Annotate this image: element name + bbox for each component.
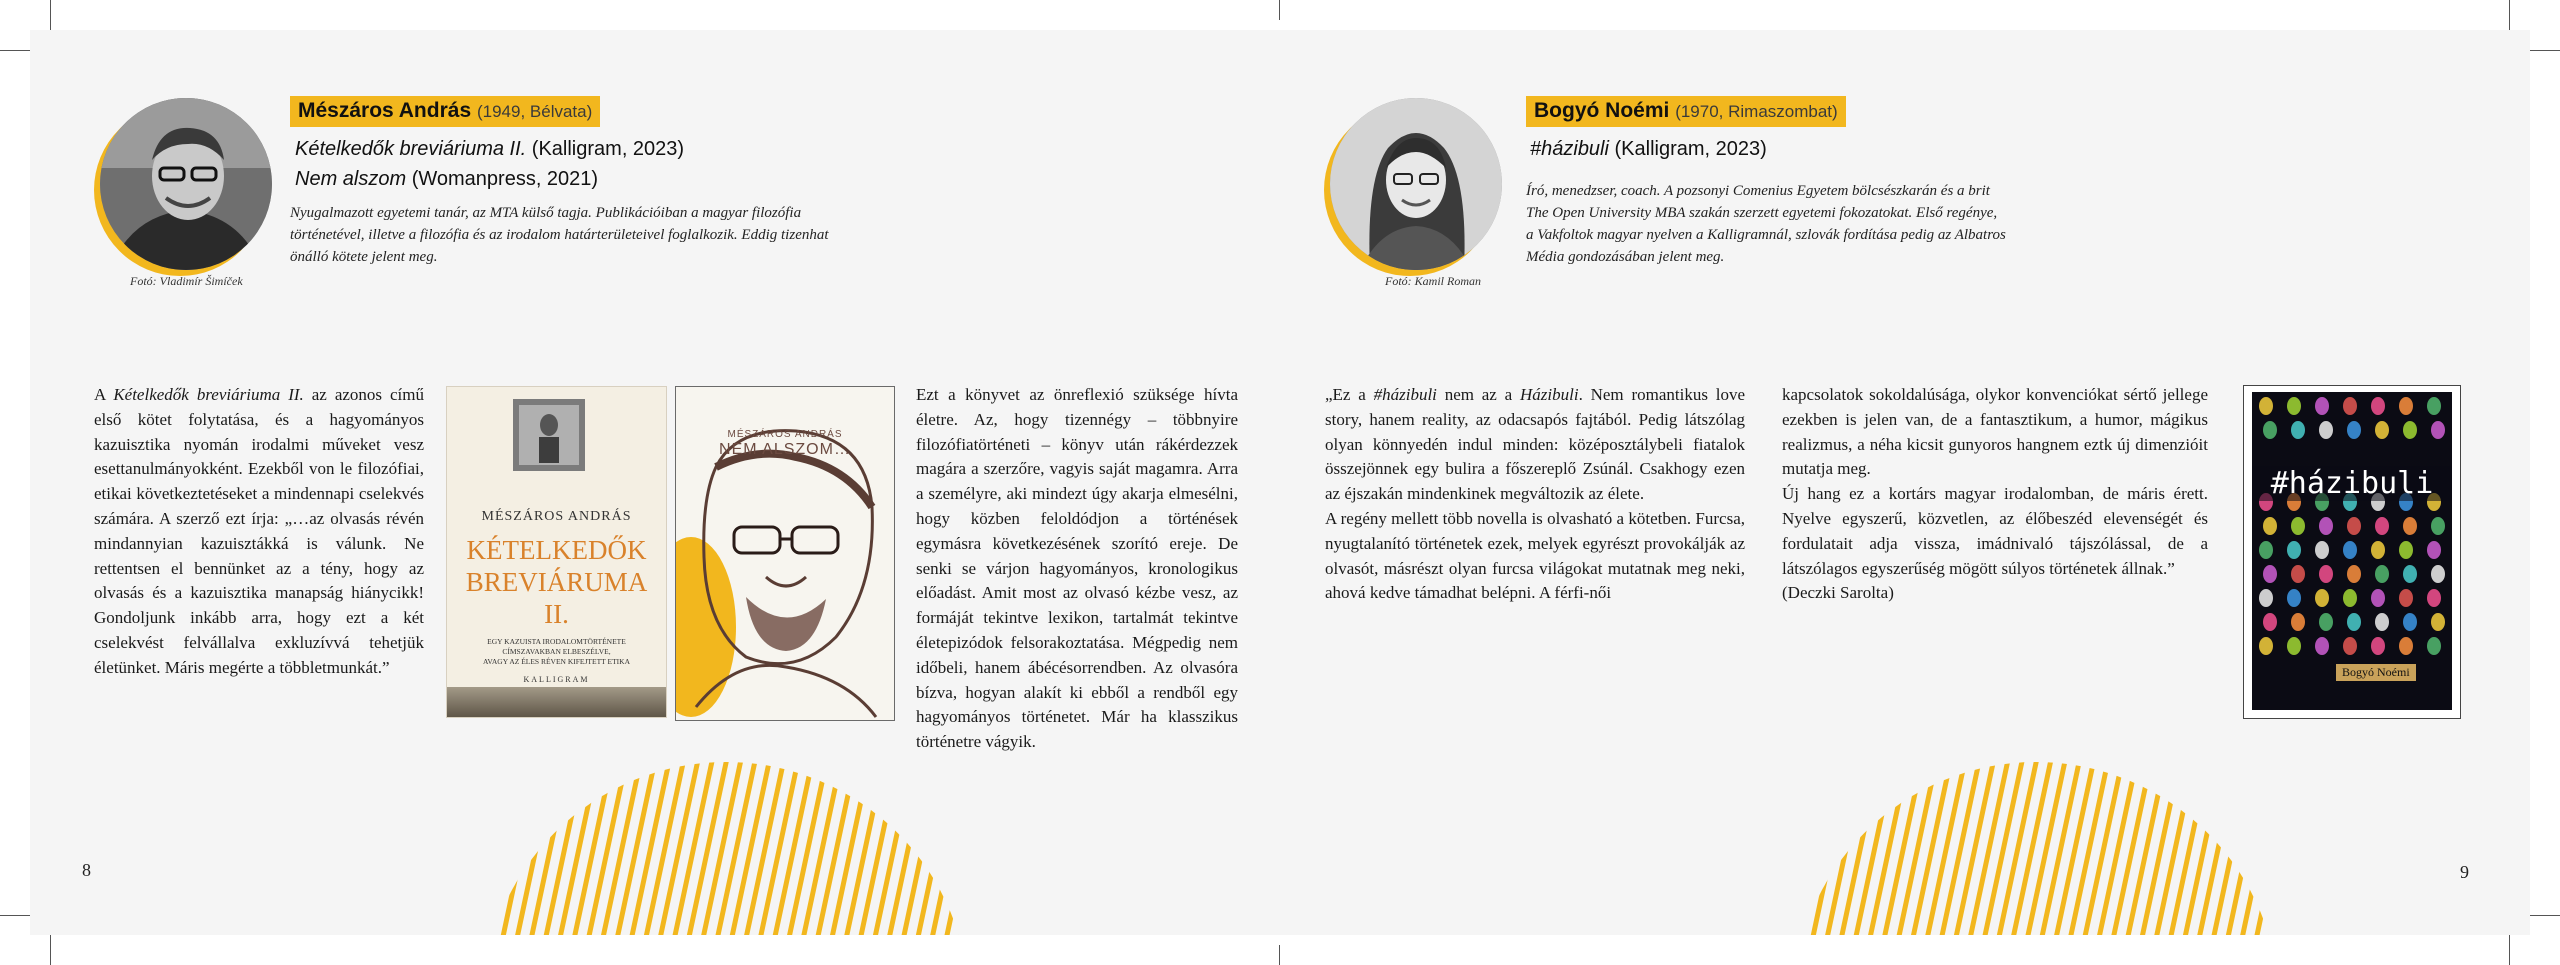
fingerprint-dot [2259,637,2273,655]
book-publisher: (Kalligram, 2023) [1614,138,1767,160]
fingerprint-dot [2319,421,2333,439]
cover3-author: Bogyó Noémi [2336,664,2416,681]
paragraph [1782,581,2208,606]
fingerprint-dot [2343,541,2357,559]
fingerprint-dot [2319,517,2333,535]
fingerprint-dot [2319,565,2333,583]
fingerprint-dot [2319,613,2333,631]
text-column [94,383,424,681]
cover-title-line2: BREVIÁRUMA [465,567,648,597]
fingerprint-dot [2375,565,2389,583]
book-spread [30,30,2530,935]
book-cover-nem-alszom [675,386,895,721]
fingerprint-dot [2427,541,2441,559]
cover2-title: NEM ALSZOM… [719,441,851,458]
fingerprint-dot [2399,589,2413,607]
crop-mark [50,0,51,30]
crop-mark [2530,915,2560,916]
fingerprint-dot [2343,637,2357,655]
crop-mark [50,935,51,965]
crop-mark [0,915,30,916]
photo-credit: Fotó: Kamil Roman [1385,274,1481,288]
fingerprint-dot [2399,397,2413,415]
cover-volume: II. [544,599,569,629]
author-bio: Nyugalmazott egyetemi tanár, az MTA külső tagja. Publikációiban a magyar filozófia történetével, illetve a filozófia és az irodalom határterületeivel foglalkozik. Eddig tizenhat önálló kötete jelent meg. [290,205,829,265]
paragraph: Ezt a könyvet az önreflexió szüksége hívta életre. Az, hogy tizennégy – többnyire filozófiatörténeti – könyv után rákérdezzek magára a szerzőre, vagyis saját magamra. Arra a személyre, aki mindezt úgy akarja elmesélni, hogy közben feloldódjon a történések egymásra következésének szorító ereje. De senki se várjon hagyományos, kronologikus előadást. Amit most az olvasó kézbe vesz, az formáját tekintve lexikon, tartalmát tekintve életepizódok felsorakoztatása. Mégpedig nem időbeli, hanem ábécésorrendben. Az olvasóra bízva, hogyan alakít ki ebből a rendből egy hagyományos történetet. Már ha klasszikus történetre vágyik. [916,385,1238,752]
page-number: 8 [82,860,91,880]
fingerprint-dot [2315,589,2329,607]
stripe-semicircle-right [1776,762,2296,935]
fingerprint-dot [2399,541,2413,559]
italic-title: #házibuli [1373,385,1437,404]
fingerprint-dot [2263,421,2277,439]
italic-title: Házibuli [1520,385,1579,404]
fingerprint-dot [2375,421,2389,439]
crop-mark [1279,945,1280,965]
fingerprint-dot [2431,613,2445,631]
text-column [1782,383,2208,606]
cover-photo [513,399,585,471]
book-title: Kételkedők breviáriuma II. [295,138,527,160]
author-name: Bogyó Noémi [1534,99,1670,122]
portrait-woman-photo [1330,98,1502,270]
fingerprint-dot [2431,517,2445,535]
cover-title-line1: KÉTELKEDŐK [466,535,647,565]
fingerprint-dot [2403,565,2417,583]
crop-mark [1279,0,1280,20]
author-name-tag [290,96,600,127]
fingerprint-dot [2287,397,2301,415]
author-bio: Író, menedzser, coach. A pozsonyi Comenius Egyetem bölcsészkarán és a brit The Open University MBA szakán szerzett egyetemi fokozatokat. Első regénye, a Vakfoltok magyar nyelven a Kalligramnál, szlovák fordítása pedig az Albatros Média gondozásában jelent meg. [1526,183,2006,265]
fingerprint-dot [2315,397,2329,415]
fingerprint-dot [2315,541,2329,559]
fingerprint-dot [2291,613,2305,631]
page-number: 9 [2460,862,2469,882]
cover-fingerprint-dots [2252,392,2452,710]
fingerprint-dot [2403,421,2417,439]
text-run: Új hang ez a kortárs magyar irodalomban, de máris érett. Nyelve egyszerű, közvetlen, az élőbeszéd elevenségét és fordulatait adja vissza, imádnivaló tájszólással, de a látszólagos egyszerűség mögött súlyos történetek állnak.” [1782,484,2208,578]
stripe-semicircle-left [466,762,986,935]
paragraph [1782,482,2208,581]
book-title: Nem alszom [295,168,407,190]
fingerprint-dot [2291,565,2305,583]
text-run: (Deczki Sarolta) [1782,583,1894,603]
fingerprint-dot [2403,517,2417,535]
fingerprint-dot [2427,637,2441,655]
fingerprint-dot [2347,613,2361,631]
text-run: az azonos című első kötet folytatása, és a hagyományos kazuisztika nyomán irodalmi műveket vesz esettanulmányokként. Ezekből von le filozófiai, etikai következtetéseket a mindennapi cselekvés számára. A szerző ezt írja: „…az olvasás révén mindannyian kazuisztákká is válunk. Ne rettentsen el bennünket az a tény, hogy az olvasás és a kazuisztika manapság hiánycikk! Gondoljunk inkább arra, hogy ezt a két cselekvést felvállalva exkluzívvá tehetjük életünket. Máris megérte a többletmunkát.” [94,385,424,677]
paragraph [94,383,424,681]
author-meta: (1949, Bélvata) [476,102,593,121]
fingerprint-dot [2287,637,2301,655]
fingerprint-dot [2375,517,2389,535]
book-cover-hazibuli [2243,385,2461,719]
fingerprint-dot [2315,637,2329,655]
fingerprint-dot [2263,565,2277,583]
fingerprint-dot [2375,613,2389,631]
book-publisher: (Womanpress, 2021) [411,168,599,190]
fingerprint-dot [2371,397,2385,415]
text-column [916,383,1238,755]
text-run: . Nem romantikus love story, hanem reality, az odacsapós fajtából. Pedig látszólag olyan könnyedén indul minden: középosztálybeli fiatalok összejönnek egy bulira a főszereplő Zsúnál. Csakhogy ezen az éjszakán mindenkinek megváltozik az élete. [1325,385,1745,504]
fingerprint-dot [2291,421,2305,439]
fingerprint-dot [2291,517,2305,535]
portrait-man-photo [100,98,272,270]
fingerprint-dot [2371,541,2385,559]
fingerprint-dot [2371,589,2385,607]
italic-title: Kételkedők breviáriuma II. [113,385,304,404]
text-run: kapcsolatok sokoldalúsága, olykor konvenciókat sértő jellege ezekben is jelen van, de a fantasztikum, a humor, mágikus realizmus, a néha kicsit gunyoros hangnem eztk új dimenzióit mutatja meg. [1782,385,2208,479]
cover3-art [2252,392,2452,710]
book-line [1530,138,1767,161]
fingerprint-dot [2287,541,2301,559]
cover3-title: #házibuli [2252,466,2452,501]
text-run: „Ez a [1325,385,1374,404]
fingerprint-dot [2263,517,2277,535]
fingerprint-dot [2427,397,2441,415]
fingerprint-dot [2343,589,2357,607]
text-run: nem az a [1436,385,1520,404]
fingerprint-dot [2371,637,2385,655]
cover-publisher: KALLIGRAM [523,675,590,684]
text-column [1325,383,1745,606]
photo-credit: Fotó: Vladimír Šimíček [130,274,243,288]
paragraph [1782,383,2208,482]
book-cover-ketelkedok [446,386,667,718]
fingerprint-dot [2259,541,2273,559]
author-name-tag [1526,96,1846,127]
book-line [295,138,684,161]
fingerprint-dot [2263,613,2277,631]
author-portrait [1330,98,1502,270]
fingerprint-dot [2259,589,2273,607]
crop-mark [2509,935,2510,965]
fingerprint-dot [2287,589,2301,607]
crop-mark [0,50,30,51]
fingerprint-dot [2403,613,2417,631]
cover-author: MÉSZÁROS ANDRÁS [481,509,632,524]
fingerprint-dot [2431,421,2445,439]
crop-mark [2530,50,2560,51]
book-publisher: (Kalligram, 2023) [531,138,685,160]
cover-subtitle: EGY KAZUISTA IRODALOMTÖRTÉNETE CÍMSZAVAKBAN ELBESZÉLVE, AVAGY AZ ÉLES RÉVEN KIFEJTETT ETIKA [482,637,630,666]
fingerprint-dot [2399,637,2413,655]
paragraph [1325,383,1745,507]
fingerprint-dot [2343,397,2357,415]
crop-mark [2509,0,2510,30]
author-portrait [100,98,272,270]
fingerprint-dot [2347,421,2361,439]
paragraph [1325,507,1745,606]
fingerprint-dot [2347,517,2361,535]
cover2-author: MÉSZÁROS ANDRÁS [727,429,843,440]
text-run: A regény mellett több novella is olvasható a kötetben. Furcsa, nyugtalanító történetek ezek, melyek egyrészt provokálják az olvasót, másrészt olyan furcsa világokat mutatnak meg neki, ahová kedve támadhat belépni. A férfi-női [1325,508,1745,603]
cover-bottom-photo [447,687,666,717]
fingerprint-dot [2427,589,2441,607]
fingerprint-dot [2431,565,2445,583]
text-run: A [94,385,114,404]
fingerprint-dot [2347,565,2361,583]
book-title: #házibuli [1530,138,1609,160]
author-meta: (1970, Rimaszombat) [1675,102,1838,121]
book-line [295,168,598,191]
fingerprint-dot [2259,397,2273,415]
author-name: Mészáros András [298,99,472,122]
